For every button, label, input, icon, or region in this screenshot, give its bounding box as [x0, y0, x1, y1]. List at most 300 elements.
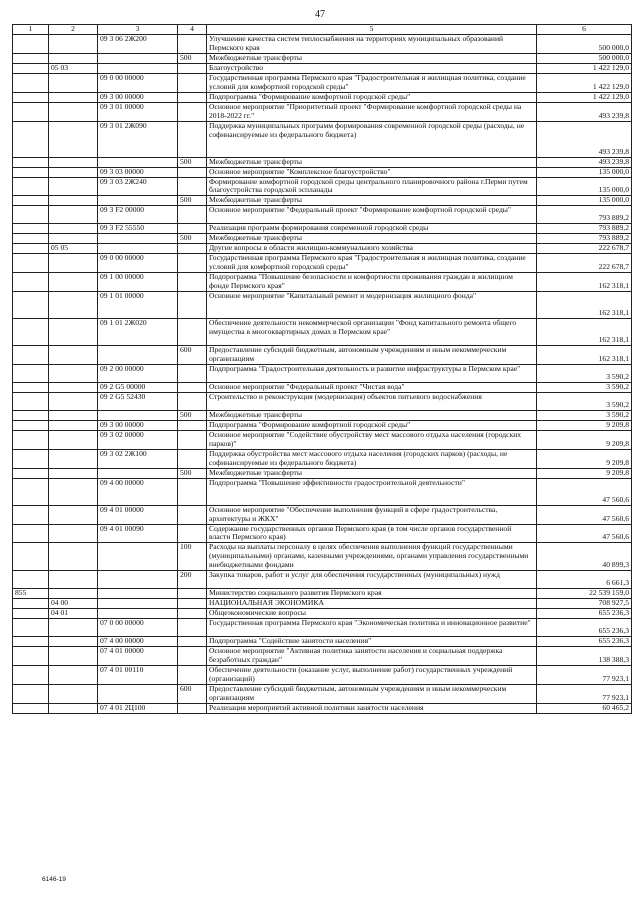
description-cell: Основное мероприятие "Содействие обустройству мест массового отдыха населения (городских парков)" — [207, 430, 537, 449]
amount-cell: 6 661,3 — [537, 571, 632, 589]
target-code-cell: 09 3 03 2Ж240 — [98, 177, 178, 196]
section-code-cell — [49, 392, 98, 410]
admin-code-cell — [13, 234, 49, 244]
expense-type-cell: 500 — [178, 468, 207, 478]
description-cell: Благоустройство — [207, 63, 537, 73]
admin-code-cell — [13, 167, 49, 177]
expense-type-cell — [178, 524, 207, 543]
header-cell: 2 — [49, 25, 98, 35]
target-code-cell — [98, 468, 178, 478]
section-code-cell — [49, 647, 98, 666]
expense-type-cell — [178, 92, 207, 102]
section-code-cell — [49, 524, 98, 543]
target-code-cell — [98, 196, 178, 206]
footer-code: 6146-19 — [42, 876, 66, 883]
target-code-cell — [98, 543, 178, 571]
header-row — [13, 25, 632, 35]
section-code-cell — [49, 53, 98, 63]
section-code-cell — [49, 102, 98, 121]
expense-type-cell — [178, 224, 207, 234]
section-code-cell — [49, 589, 98, 599]
table-row — [13, 364, 632, 382]
admin-code-cell — [13, 449, 49, 468]
description-cell: Общеэкономические вопросы — [207, 609, 537, 619]
admin-code-cell — [13, 637, 49, 647]
section-code-cell — [49, 637, 98, 647]
expense-type-cell — [178, 637, 207, 647]
table-row — [13, 524, 632, 543]
table-row — [13, 449, 632, 468]
admin-code-cell — [13, 73, 49, 92]
amount-cell: 1 422 129,0 — [537, 63, 632, 73]
section-code-cell — [49, 571, 98, 589]
header-cell: 1 — [13, 25, 49, 35]
description-cell: Государственная программа Пермского края "Градостроительная и жилищная политика, создание условий для комфортной городской среды" — [207, 73, 537, 92]
table-row — [13, 609, 632, 619]
description-cell: Строительство и реконструкция (модернизация) объектов питьевого водоснабжения — [207, 392, 537, 410]
admin-code-cell — [13, 599, 49, 609]
target-code-cell — [98, 589, 178, 599]
description-cell: Формирование комфортной городской среды центрального планировочного района г.Перми путем благоустройства городской эспланады — [207, 177, 537, 196]
expense-type-cell: 500 — [178, 410, 207, 420]
table-row — [13, 505, 632, 524]
description-cell: Основное мероприятие "Комплексное благоустройство" — [207, 167, 537, 177]
target-code-cell: 09 2 00 00000 — [98, 364, 178, 382]
header-cell: 5 — [207, 25, 537, 35]
table-row — [13, 92, 632, 102]
amount-cell: 135 000,0 — [537, 177, 632, 196]
amount-cell: 655 236,3 — [537, 619, 632, 637]
table-row — [13, 589, 632, 599]
section-code-cell — [49, 703, 98, 713]
description-cell: Содержание государственных органов Пермского края (в том числе органов государственной власти Пермского края) — [207, 524, 537, 543]
admin-code-cell — [13, 35, 49, 54]
expense-type-cell — [178, 392, 207, 410]
table-row — [13, 102, 632, 121]
table-row — [13, 63, 632, 73]
target-code-cell — [98, 684, 178, 703]
amount-cell: 1 422 129,0 — [537, 73, 632, 92]
table-row — [13, 478, 632, 505]
section-code-cell — [49, 468, 98, 478]
description-cell: Межбюджетные трансферты — [207, 196, 537, 206]
admin-code-cell — [13, 468, 49, 478]
description-cell: Межбюджетные трансферты — [207, 410, 537, 420]
target-code-cell — [98, 63, 178, 73]
expense-type-cell: 600 — [178, 346, 207, 365]
amount-cell: 40 899,3 — [537, 543, 632, 571]
table-row — [13, 121, 632, 157]
admin-code-cell — [13, 665, 49, 684]
section-code-cell — [49, 364, 98, 382]
description-cell: Реализация программ формирования современной городской среды — [207, 224, 537, 234]
amount-cell: 793 889,2 — [537, 224, 632, 234]
description-cell: Подпрограмма "Повышение эффективности градостроительной деятельности" — [207, 478, 537, 505]
description-cell: Основное мероприятие "Капитальный ремонт и модернизация жилищного фонда" — [207, 292, 537, 319]
amount-cell: 138 388,3 — [537, 647, 632, 666]
target-code-cell: 09 3 02 00000 — [98, 430, 178, 449]
description-cell: Межбюджетные трансферты — [207, 53, 537, 63]
description-cell: Межбюджетные трансферты — [207, 234, 537, 244]
expense-type-cell — [178, 177, 207, 196]
target-code-cell: 07 4 01 00000 — [98, 647, 178, 666]
amount-cell: 9 209,8 — [537, 449, 632, 468]
target-code-cell — [98, 609, 178, 619]
section-code-cell: 04 00 — [49, 599, 98, 609]
admin-code-cell — [13, 63, 49, 73]
description-cell: Основное мероприятие "Обеспечение выполнения функций в сфере градостроительства, архитектуры и ЖКХ" — [207, 505, 537, 524]
table-row — [13, 167, 632, 177]
section-code-cell — [49, 224, 98, 234]
description-cell: Закупка товаров, работ и услуг для обеспечения государственных (муниципальных) нужд — [207, 571, 537, 589]
expense-type-cell — [178, 589, 207, 599]
description-cell: Подпрограмма "Градостроительная деятельность и развитие инфраструктуры в Пермском крае" — [207, 364, 537, 382]
section-code-cell: 04 01 — [49, 609, 98, 619]
expense-type-cell — [178, 430, 207, 449]
expense-type-cell: 500 — [178, 196, 207, 206]
expense-type-cell — [178, 478, 207, 505]
description-cell: Улучшение качества систем теплоснабжения на территориях муниципальных образований Пермского края — [207, 35, 537, 54]
admin-code-cell — [13, 157, 49, 167]
admin-code-cell — [13, 244, 49, 254]
amount-cell: 493 239,8 — [537, 102, 632, 121]
section-code-cell — [49, 619, 98, 637]
section-code-cell — [49, 449, 98, 468]
table-row — [13, 157, 632, 167]
description-cell: Основное мероприятие "Активная политика занятости населения и социальная поддержка безработных граждан" — [207, 647, 537, 666]
section-code-cell — [49, 157, 98, 167]
admin-code-cell — [13, 292, 49, 319]
admin-code-cell — [13, 121, 49, 157]
amount-cell: 655 236,3 — [537, 637, 632, 647]
expense-type-cell: 500 — [178, 53, 207, 63]
table-row — [13, 224, 632, 234]
target-code-cell: 09 1 01 00000 — [98, 292, 178, 319]
description-cell: Основное мероприятие "Федеральный проект "Формирование комфортной городской среды" — [207, 206, 537, 224]
target-code-cell: 09 3 03 00000 — [98, 167, 178, 177]
expense-type-cell: 500 — [178, 234, 207, 244]
amount-cell: 135 000,0 — [537, 167, 632, 177]
amount-cell: 9 209,8 — [537, 420, 632, 430]
expense-type-cell — [178, 505, 207, 524]
table-row — [13, 177, 632, 196]
section-code-cell — [49, 478, 98, 505]
amount-cell: 493 239,8 — [537, 157, 632, 167]
admin-code-cell — [13, 430, 49, 449]
expense-type-cell — [178, 319, 207, 346]
expense-type-cell — [178, 63, 207, 73]
admin-code-cell — [13, 609, 49, 619]
amount-cell: 793 889,2 — [537, 206, 632, 224]
target-code-cell: 07 4 01 00110 — [98, 665, 178, 684]
description-cell: Подпрограмма "Содействие занятости населения" — [207, 637, 537, 647]
amount-cell: 3 590,2 — [537, 392, 632, 410]
section-code-cell — [49, 167, 98, 177]
admin-code-cell — [13, 571, 49, 589]
target-code-cell: 09 0 00 00000 — [98, 73, 178, 92]
amount-cell: 3 590,2 — [537, 382, 632, 392]
expense-type-cell — [178, 167, 207, 177]
admin-code-cell — [13, 478, 49, 505]
expense-type-cell — [178, 35, 207, 54]
target-code-cell: 07 0 00 00000 — [98, 619, 178, 637]
table-row — [13, 254, 632, 273]
expense-type-cell — [178, 619, 207, 637]
admin-code-cell — [13, 619, 49, 637]
target-code-cell — [98, 157, 178, 167]
section-code-cell — [49, 420, 98, 430]
table-row — [13, 206, 632, 224]
target-code-cell: 09 3 02 2Ж100 — [98, 449, 178, 468]
expense-type-cell — [178, 703, 207, 713]
budget-table — [12, 24, 632, 714]
section-code-cell: 05 03 — [49, 63, 98, 73]
amount-cell: 60 465,2 — [537, 703, 632, 713]
section-code-cell — [49, 273, 98, 292]
expense-type-cell — [178, 121, 207, 157]
description-cell: Реализация мероприятий активной политики занятости населения — [207, 703, 537, 713]
description-cell: Предоставление субсидий бюджетным, автономным учреждениям и иным некоммерческим организациям — [207, 346, 537, 365]
section-code-cell — [49, 319, 98, 346]
amount-cell: 135 000,0 — [537, 196, 632, 206]
admin-code-cell — [13, 196, 49, 206]
admin-code-cell — [13, 420, 49, 430]
section-code-cell: 05 05 — [49, 244, 98, 254]
expense-type-cell — [178, 599, 207, 609]
target-code-cell — [98, 599, 178, 609]
description-cell: Подпрограмма "Формирование комфортной городской среды" — [207, 420, 537, 430]
admin-code-cell — [13, 319, 49, 346]
target-code-cell: 09 3 F2 55550 — [98, 224, 178, 234]
target-code-cell — [98, 571, 178, 589]
table-row — [13, 292, 632, 319]
expense-type-cell — [178, 244, 207, 254]
amount-cell: 47 560,6 — [537, 505, 632, 524]
expense-type-cell — [178, 420, 207, 430]
admin-code-cell — [13, 177, 49, 196]
amount-cell: 162 318,1 — [537, 273, 632, 292]
description-cell: Предоставление субсидий бюджетным, автономным учреждениям и иным некоммерческим организациям — [207, 684, 537, 703]
description-cell: Межбюджетные трансферты — [207, 468, 537, 478]
admin-code-cell — [13, 703, 49, 713]
section-code-cell — [49, 92, 98, 102]
expense-type-cell — [178, 292, 207, 319]
section-code-cell — [49, 196, 98, 206]
admin-code-cell — [13, 382, 49, 392]
expense-type-cell — [178, 382, 207, 392]
table-row — [13, 665, 632, 684]
amount-cell: 77 923,1 — [537, 665, 632, 684]
expense-type-cell — [178, 665, 207, 684]
description-cell: Поддержка муниципальных программ формирования современной городской среды (расходы, не софинансируемые из федерального бюджета) — [207, 121, 537, 157]
table-row — [13, 273, 632, 292]
section-code-cell — [49, 346, 98, 365]
admin-code-cell — [13, 92, 49, 102]
target-code-cell — [98, 53, 178, 63]
table-row — [13, 234, 632, 244]
expense-type-cell — [178, 647, 207, 666]
table-row — [13, 196, 632, 206]
amount-cell: 500 000,0 — [537, 35, 632, 54]
table-row — [13, 382, 632, 392]
admin-code-cell — [13, 224, 49, 234]
expense-type-cell — [178, 449, 207, 468]
admin-code-cell — [13, 346, 49, 365]
expense-type-cell — [178, 206, 207, 224]
table-row — [13, 392, 632, 410]
table-row — [13, 703, 632, 713]
description-cell: Обеспечение деятельности некоммерческой организации "Фонд капитального ремонта общего имущества в многоквартирных домах в Пермском крае" — [207, 319, 537, 346]
table-row — [13, 647, 632, 666]
table-row — [13, 346, 632, 365]
target-code-cell — [98, 346, 178, 365]
expense-type-cell — [178, 73, 207, 92]
description-cell: Государственная программа Пермского края "Градостроительная и жилищная политика, создание условий для комфортной городской среды" — [207, 254, 537, 273]
target-code-cell: 09 3 00 00000 — [98, 92, 178, 102]
description-cell: Подпрограмма "Повышение безопасности и комфортности проживания граждан в жилищном фонде Пермского края" — [207, 273, 537, 292]
target-code-cell — [98, 234, 178, 244]
target-code-cell: 09 1 01 2Ж020 — [98, 319, 178, 346]
admin-code-cell — [13, 273, 49, 292]
description-cell: Обеспечение деятельности (оказание услуг, выполнение работ) государственных учреждений (организаций) — [207, 665, 537, 684]
target-code-cell: 09 4 00 00000 — [98, 478, 178, 505]
table-row — [13, 420, 632, 430]
amount-cell: 77 923,1 — [537, 684, 632, 703]
section-code-cell — [49, 234, 98, 244]
description-cell: Государственная программа Пермского края "Экономическая политика и инновационное развитие" — [207, 619, 537, 637]
target-code-cell: 09 3 00 00000 — [98, 420, 178, 430]
header-cell: 6 — [537, 25, 632, 35]
description-cell: Расходы на выплаты персоналу в целях обеспечения выполнения функций государственными (муниципальными) органами, казенными учреждениями, органами управления государственными внебюджетными фондами — [207, 543, 537, 571]
section-code-cell — [49, 430, 98, 449]
section-code-cell — [49, 505, 98, 524]
section-code-cell — [49, 543, 98, 571]
section-code-cell — [49, 254, 98, 273]
table-row — [13, 637, 632, 647]
table-row — [13, 73, 632, 92]
table-row — [13, 571, 632, 589]
table-row — [13, 543, 632, 571]
table-row — [13, 599, 632, 609]
target-code-cell: 09 3 F2 00000 — [98, 206, 178, 224]
admin-code-cell — [13, 543, 49, 571]
section-code-cell — [49, 35, 98, 54]
admin-code-cell — [13, 206, 49, 224]
table-row — [13, 410, 632, 420]
expense-type-cell: 500 — [178, 157, 207, 167]
admin-code-cell — [13, 254, 49, 273]
admin-code-cell — [13, 524, 49, 543]
section-code-cell — [49, 177, 98, 196]
amount-cell: 3 590,2 — [537, 364, 632, 382]
amount-cell: 500 000,0 — [537, 53, 632, 63]
expense-type-cell — [178, 609, 207, 619]
description-cell: Межбюджетные трансферты — [207, 157, 537, 167]
admin-code-cell — [13, 102, 49, 121]
target-code-cell — [98, 244, 178, 254]
section-code-cell — [49, 410, 98, 420]
amount-cell: 162 318,1 — [537, 292, 632, 319]
expense-type-cell: 100 — [178, 543, 207, 571]
description-cell: НАЦИОНАЛЬНАЯ ЭКОНОМИКА — [207, 599, 537, 609]
table-row — [13, 619, 632, 637]
admin-code-cell: 855 — [13, 589, 49, 599]
table-row — [13, 684, 632, 703]
expense-type-cell: 200 — [178, 571, 207, 589]
description-cell: Министерство социального развития Пермского края — [207, 589, 537, 599]
table-row — [13, 319, 632, 346]
admin-code-cell — [13, 392, 49, 410]
description-cell: Основное мероприятие "Федеральный проект "Чистая вода" — [207, 382, 537, 392]
expense-type-cell: 600 — [178, 684, 207, 703]
table-row — [13, 53, 632, 63]
amount-cell: 222 678,7 — [537, 244, 632, 254]
section-code-cell — [49, 206, 98, 224]
page-number: 47 — [315, 9, 325, 20]
target-code-cell: 09 2 G5 52430 — [98, 392, 178, 410]
admin-code-cell — [13, 647, 49, 666]
description-cell: Подпрограмма "Формирование комфортной городской среды" — [207, 92, 537, 102]
target-code-cell: 09 2 G5 00000 — [98, 382, 178, 392]
amount-cell: 47 560,6 — [537, 524, 632, 543]
amount-cell: 655 236,3 — [537, 609, 632, 619]
amount-cell: 22 539 159,0 — [537, 589, 632, 599]
table-row — [13, 468, 632, 478]
amount-cell: 1 422 129,0 — [537, 92, 632, 102]
amount-cell: 793 889,2 — [537, 234, 632, 244]
amount-cell: 9 209,8 — [537, 430, 632, 449]
section-code-cell — [49, 292, 98, 319]
admin-code-cell — [13, 53, 49, 63]
target-code-cell: 09 4 01 00000 — [98, 505, 178, 524]
section-code-cell — [49, 382, 98, 392]
amount-cell: 47 560,6 — [537, 478, 632, 505]
header-cell: 4 — [178, 25, 207, 35]
target-code-cell: 07 4 00 00000 — [98, 637, 178, 647]
amount-cell: 708 927,5 — [537, 599, 632, 609]
amount-cell: 222 678,7 — [537, 254, 632, 273]
expense-type-cell — [178, 273, 207, 292]
target-code-cell: 09 3 06 2Ж200 — [98, 35, 178, 54]
target-code-cell: 09 3 01 00000 — [98, 102, 178, 121]
target-code-cell — [98, 410, 178, 420]
admin-code-cell — [13, 505, 49, 524]
section-code-cell — [49, 665, 98, 684]
table-row — [13, 244, 632, 254]
description-cell: Поддержка обустройства мест массового отдыха населения (городских парков) (расходы, не софинансируемые из федерального бюджета) — [207, 449, 537, 468]
amount-cell: 162 318,1 — [537, 346, 632, 365]
table-row — [13, 35, 632, 54]
admin-code-cell — [13, 684, 49, 703]
section-code-cell — [49, 121, 98, 157]
target-code-cell: 09 1 00 00000 — [98, 273, 178, 292]
description-cell: Основное мероприятие "Приоритетный проект "Формирование комфортной городской среды на 2018-2022 гг." — [207, 102, 537, 121]
admin-code-cell — [13, 410, 49, 420]
expense-type-cell — [178, 364, 207, 382]
expense-type-cell — [178, 102, 207, 121]
amount-cell: 493 239,8 — [537, 121, 632, 157]
amount-cell: 162 318,1 — [537, 319, 632, 346]
target-code-cell: 09 0 00 00000 — [98, 254, 178, 273]
amount-cell: 3 590,2 — [537, 410, 632, 420]
admin-code-cell — [13, 364, 49, 382]
expense-type-cell — [178, 254, 207, 273]
description-cell: Другие вопросы в области жилищно-коммунального хозяйства — [207, 244, 537, 254]
section-code-cell — [49, 73, 98, 92]
target-code-cell: 09 3 01 2Ж090 — [98, 121, 178, 157]
section-code-cell — [49, 684, 98, 703]
target-code-cell: 09 4 01 00090 — [98, 524, 178, 543]
